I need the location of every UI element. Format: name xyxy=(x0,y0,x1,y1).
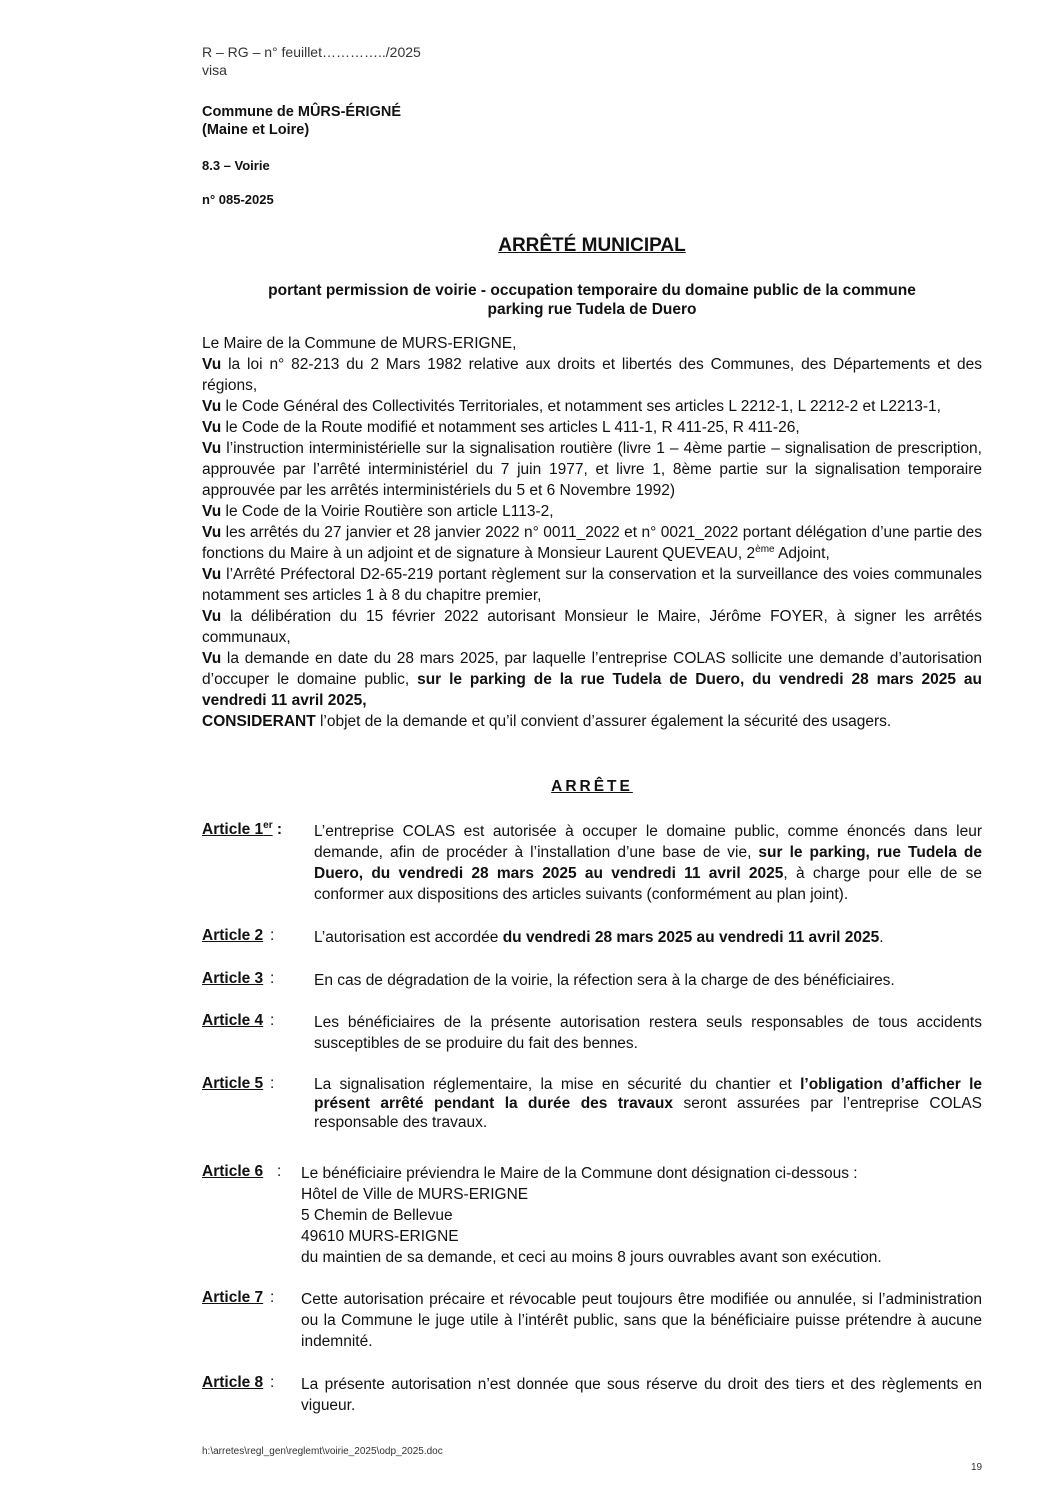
subtitle-line-1: portant permission de voirie - occupation temporaire du domaine public de la commune xyxy=(268,282,916,299)
article-label-text: Article 6 xyxy=(202,1163,264,1180)
article-text: Le bénéficiaire préviendra le Maire de la Commune dont désignation ci-dessous : xyxy=(301,1165,858,1182)
address-line: 5 Chemin de Bellevue xyxy=(301,1207,453,1224)
article-label-text: Article 8 xyxy=(202,1374,264,1391)
considerant-keyword: CONSIDERANT xyxy=(202,713,316,730)
considerant-text: l’objet de la demande et qu’il convient d’assurer également la sécurité des usagers. xyxy=(315,713,892,730)
article-1-label xyxy=(202,821,282,839)
article-colon: : xyxy=(270,970,275,987)
visa-label: visa xyxy=(202,62,227,78)
article-text: . xyxy=(879,929,884,946)
vu-text: le Code de la Voirie Routière son article L113-2, xyxy=(221,503,554,520)
article-5-label xyxy=(202,1075,263,1093)
vu-text: la loi n° 82-213 du 2 Mars 1982 relative aux droits et libertés des Communes, des Départements et des régions, xyxy=(202,356,982,394)
page-title: ARRÊTÉ MUNICIPAL xyxy=(498,235,686,256)
article-label-text: Article 3 xyxy=(202,970,264,987)
article-colon: : xyxy=(277,1163,282,1180)
vu-text: la demande en date du 28 mars 2025, par laquelle l’entreprise COLAS sollicite une demande d’autorisation d’occuper le domaine public, xyxy=(202,650,982,688)
article-colon: : xyxy=(270,1289,275,1306)
article-text: , à charge pour elle de se conformer aux dispositions des articles suivants (conformément au plan joint). xyxy=(314,865,982,903)
vu-keyword: Vu xyxy=(202,524,222,541)
article-6-label xyxy=(202,1163,263,1181)
article-text: La signalisation réglementaire, la mise en sécurité du chantier et xyxy=(314,1076,801,1093)
vu-item xyxy=(202,606,982,648)
address-line: 49610 MURS-ERIGNE xyxy=(301,1228,459,1245)
vu-keyword: Vu xyxy=(202,398,222,415)
vu-keyword: Vu xyxy=(202,608,222,625)
article-colon: : xyxy=(272,821,283,838)
superscript: er xyxy=(263,819,273,831)
superscript: ème xyxy=(755,543,775,555)
article-7-body: Cette autorisation précaire et révocable peut toujours être modifiée ou annulée, si l’administration ou la Commune le juge utile à l’intérêt public, sans que la bénéficiaire puisse prétendre à aucune indemnité. xyxy=(301,1291,982,1350)
vu-item xyxy=(202,648,982,711)
vu-item xyxy=(202,564,982,606)
article-label-text: Article 1 xyxy=(202,821,264,838)
article-label-text: Article 5 xyxy=(202,1075,264,1092)
vu-text: le Code de la Route modifié et notamment ses articles L 411-1, R 411-25, R 411-26, xyxy=(221,419,800,436)
vu-keyword: Vu xyxy=(202,356,222,373)
vu-item xyxy=(202,354,982,396)
vu-text: la délibération du 15 février 2022 autorisant Monsieur le Maire, Jérôme FOYER, à signer les arrêtés communaux, xyxy=(202,608,982,646)
article-colon: : xyxy=(270,1374,275,1391)
article-3-body: En cas de dégradation de la voirie, la réfection sera à la charge de des bénéficiaires. xyxy=(314,972,895,989)
article-5-body xyxy=(314,1075,982,1132)
article-text: L’entreprise COLAS est autorisée à occuper le domaine public, comme énoncés dans leur demande, afin de procéder à l’installation d’une base de vie, xyxy=(314,823,982,861)
vu-keyword: Vu xyxy=(202,503,222,520)
department-name: (Maine et Loire) xyxy=(202,122,310,138)
vu-item xyxy=(202,522,982,564)
reference-line: R – RG – n° feuillet…………../2025 xyxy=(202,44,421,60)
address-line: Hôtel de Ville de MURS-ERIGNE xyxy=(301,1186,529,1203)
article-bold-text: l’obligation d’afficher le présent arrêté pendant la durée des travaux xyxy=(314,1076,982,1112)
vu-text: les arrêtés du 27 janvier et 28 janvier 2022 n° 0011_2022 et n° 0021_2022 portant délégation d’une partie des fonctions du Maire à un adjoint et de signature à Monsieur Laurent QUEVEAU, 2 xyxy=(202,524,982,562)
mayor-line: Le Maire de la Commune de MURS-ERIGNE, xyxy=(202,335,517,352)
article-text: seront assurées par l’entreprise COLAS responsable des travaux. xyxy=(314,1095,982,1131)
article-3-label xyxy=(202,970,263,988)
vu-text: l’instruction interministérielle sur la signalisation routière (livre 1 – 4ème partie – signalisation de prescription, approuvée par l’arrêté interministériel du 7 juin 1977, et livre 1, 8ème partie sur la signalisation temporaire approuvée par les arrêtés interministériels du 5 et 6 Novembre 1992) xyxy=(202,440,982,499)
commune-name: Commune de MÛRS-ÉRIGNÉ xyxy=(202,104,401,120)
article-4-body: Les bénéficiaires de la présente autorisation restera seuls responsables de tous accidents susceptibles de se produire du fait des bennes. xyxy=(314,1014,982,1052)
article-label-text: Article 4 xyxy=(202,1012,264,1029)
article-8-label xyxy=(202,1374,263,1392)
vu-keyword: Vu xyxy=(202,419,222,436)
vu-bold-text: sur le parking de la rue Tudela de Duero, du vendredi 28 mars 2025 au vendredi 11 avril 2025, xyxy=(202,671,982,709)
article-label-text: Article 7 xyxy=(202,1289,264,1306)
vu-item xyxy=(202,396,982,417)
arrete-number: n° 085-2025 xyxy=(202,192,274,207)
vu-item xyxy=(202,501,982,522)
file-path: h:\arretes\regl_gen\reglemt\voirie_2025\odp_2025.doc xyxy=(202,1446,443,1457)
article-bold-text: sur le parking, rue Tudela de Duero, du vendredi 28 mars 2025 au vendredi 11 avril 2025 xyxy=(314,844,982,882)
article-text: du maintien de sa demande, et ceci au moins 8 jours ouvrables avant son exécution. xyxy=(301,1249,882,1266)
article-1-body xyxy=(314,821,982,905)
article-text: L’autorisation est accordée xyxy=(314,929,503,946)
vu-text: l’Arrêté Préfectoral D2-65-219 portant règlement sur la conservation et la surveillance des voies communales notamment ses articles 1 à 8 du chapitre premier, xyxy=(202,566,982,604)
category-label: 8.3 – Voirie xyxy=(202,158,270,173)
article-colon: : xyxy=(270,1012,275,1029)
article-colon: : xyxy=(270,927,275,944)
subtitle xyxy=(202,281,982,319)
article-2-label xyxy=(202,927,263,945)
vu-text: le Code Général des Collectivités Territoriales, et notamment ses articles L 2212-1, L 2212-2 et L2213-1, xyxy=(221,398,941,415)
considerant-item xyxy=(202,711,982,732)
article-8-body: La présente autorisation n’est donnée que sous réserve du droit des tiers et des règlements en vigueur. xyxy=(301,1376,982,1414)
vu-keyword: Vu xyxy=(202,650,222,667)
vu-keyword: Vu xyxy=(202,440,222,457)
page-number: 19 xyxy=(971,1462,983,1473)
vu-item xyxy=(202,438,982,501)
article-7-label xyxy=(202,1289,263,1307)
vu-keyword: Vu xyxy=(202,566,222,583)
arrete-heading: ARRÊTE xyxy=(551,778,633,795)
preamble xyxy=(202,333,982,732)
article-colon: : xyxy=(270,1075,275,1092)
article-bold-text: du vendredi 28 mars 2025 au vendredi 11 avril 2025 xyxy=(502,929,880,946)
vu-text: Adjoint, xyxy=(774,545,830,562)
vu-item xyxy=(202,417,982,438)
article-6-body xyxy=(301,1163,982,1268)
article-4-label xyxy=(202,1012,263,1030)
subtitle-line-2: parking rue Tudela de Duero xyxy=(487,301,697,318)
article-label-text: Article 2 xyxy=(202,927,264,944)
article-2-body xyxy=(314,927,982,948)
